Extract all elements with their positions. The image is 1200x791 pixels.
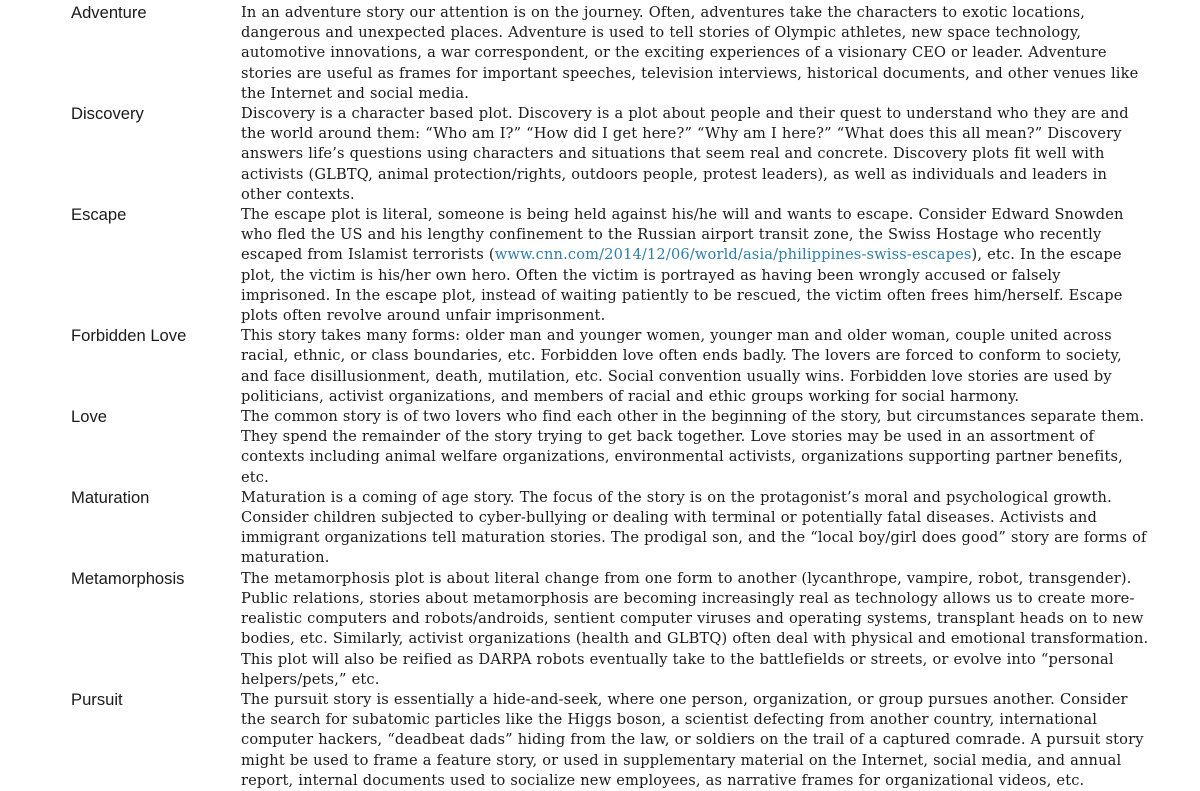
plot-term-discovery: Discovery <box>71 104 144 124</box>
plot-types-table <box>0 3 1200 791</box>
plot-description-love: The common story is of two lovers who find each other in the beginning of the story, but circumstances separate them. They spend the remainder of the story trying to get back together. Love stories may be used in an assortment of contexts including animal welfare organizations, environmental activists, organizations supporting partner benefits, etc. <box>241 408 1145 486</box>
plot-term-adventure: Adventure <box>71 3 147 22</box>
escape-text-before-link: The escape plot is literal, someone is being held against his/he will and wants to escape. Consider Edward Snowden who fled the US and his lengthy confinement to the Russian airport transit zone, the Swiss Hostage who recently escaped from Islamist terrorists ( <box>241 206 1124 264</box>
plot-description-maturation: Maturation is a coming of age story. The focus of the story is on the protagonist’s moral and psychological growth. Consider children subjected to cyber-bullying or dealing with terminal or potentially fatal diseases. Activists and immigrant organizations tell maturation stories. The prodigal son, and the “local boy/girl does good” story are forms of maturation. <box>241 488 1147 567</box>
plot-description-metamorphosis: The metamorphosis plot is about literal change from one form to another (lycanthrope, vampire, robot, transgender). Public relations, stories about metamorphosis are becoming increasingly real as technology allows us to create more-realistic computers and robots/androids, sentient computer viruses and operating systems, transplant heads on to new bodies, etc. Similarly, activist organizations (health and GLBTQ) often deal with physical and emotional transformation. This plot will also be reified as DARPA robots eventually take to the battlefields or streets, or evolve into “personal helpers/pets,” etc. <box>241 569 1149 688</box>
plot-term-metamorphosis: Metamorphosis <box>71 568 185 588</box>
plot-term-pursuit: Pursuit <box>71 689 123 709</box>
table-row <box>0 690 1200 791</box>
plot-term-forbidden-love: Forbidden Love <box>71 326 187 346</box>
plot-description-pursuit: The pursuit story is essentially a hide-and-seek, where one person, organization, or group pursues another. Consider the search for subatomic particles like the Higgs boson, a scientist defecting from another country, international computer hackers, “deadbeat dads” hiding from the law, or soldiers on the trail of a captured comrade. A pursuit story might be used to frame a feature story, or used in supplementary material on the Internet, social media, and annual report, internal documents used to socialize new employees, as narrative frames for organizational videos, etc. <box>241 690 1144 789</box>
table-row <box>0 205 1200 326</box>
table-row <box>0 104 1200 205</box>
plot-term-love: Love <box>71 407 107 427</box>
plot-description-adventure: In an adventure story our attention is on the journey. Often, adventures take the characters to exotic locations, dangerous and unexpected places. Adventure is used to tell stories of Olympic athletes, new space technology, automotive innovations, a war correspondent, or the exciting experiences of a visionary CEO or leader. Adventure stories are useful as frames for important speeches, television interviews, historical documents, and other venues like the Internet and social media. <box>241 4 1139 102</box>
table-row <box>0 326 1200 407</box>
plot-description-discovery: Discovery is a character based plot. Discovery is a plot about people and their quest to understand who they are and the world around them: “Who am I?” “How did I get here?” “Why am I here?” “What does this all mean?” Discovery answers life’s questions using characters and situations that seem real and concrete. Discovery plots fit well with activists (GLBTQ, animal protection/rights, outdoors people, protest leaders), as well as individuals and leaders in other contexts. <box>241 105 1129 203</box>
table-row <box>0 569 1200 690</box>
plot-description-forbidden-love: This story takes many forms: older man and younger women, younger man and older woman, couple united across racial, ethnic, or class boundaries, etc. Forbidden love often ends badly. The lovers are forced to conform to society, and face disillusionment, death, mutilation, etc. Social convention usually wins. Forbidden love stories are used by politicians, activist organizations, and members of racial and ethic groups working for social harmony. <box>241 327 1122 405</box>
escape-text-after-link: ), etc. In the escape plot, the victim is his/her own hero. Often the victim is portrayed as having been wrongly accused or falsely imprisoned. In the escape plot, instead of waiting patiently to be rescued, the victim often frees him/herself. Escape plots often revolve around unfair imprisonment. <box>241 246 1123 325</box>
plot-description-escape <box>241 205 1151 326</box>
cnn-link[interactable]: www.cnn.com/2014/12/06/world/asia/philippines-swiss-escapes <box>494 246 972 264</box>
table-row <box>0 3 1200 104</box>
plot-term-maturation: Maturation <box>71 487 150 507</box>
table-row <box>0 488 1200 569</box>
plot-term-escape: Escape <box>71 205 127 225</box>
table-row <box>0 407 1200 488</box>
